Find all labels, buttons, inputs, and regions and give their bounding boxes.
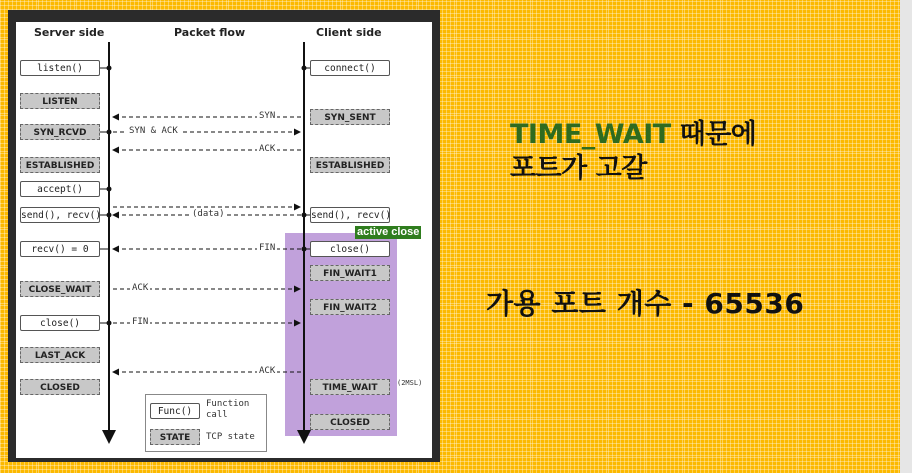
client-state-fin-wait1: FIN_WAIT1 [310,265,390,281]
legend-state-text: TCP state [206,432,255,442]
headline-line-1-rest: 때문에 [670,119,757,150]
legend [145,394,267,452]
active-close-label: active close [357,226,420,238]
server-accept-call: accept() [20,181,100,197]
tcp-state-diagram [16,22,432,458]
fin-label-2: FIN [132,317,149,327]
client-send-recv-call: send(), recv() [310,207,390,223]
client-state-established: ESTABLISHED [310,157,390,173]
ack-label-2: ACK [132,283,149,293]
available-ports-text: 가용 포트 개수 - 65536 [486,287,805,320]
server-state-established: ESTABLISHED [20,157,100,173]
legend-func-box: Func() [150,403,200,419]
fin-label-1: FIN [259,243,276,253]
headline-accent: TIME_WAIT [510,119,671,150]
syn-label: SYN [259,111,276,121]
client-close-call: close() [310,241,390,257]
two-msl-label: (2MSL) [397,379,423,387]
server-close-call: close() [20,315,100,331]
headline [510,118,756,186]
packet-flow-header: Packet flow [174,26,246,39]
right-edge-strip [900,0,912,473]
client-state-syn-sent: SYN_SENT [310,109,390,125]
server-state-last-ack: LAST_ACK [20,347,100,363]
legend-func-text: Function call [206,399,250,420]
client-state-closed: CLOSED [310,414,390,430]
ack-label-1: ACK [259,144,276,154]
syn-ack-label: SYN & ACK [129,126,178,136]
data-label: (data) [192,209,225,219]
server-send-recv-call: send(), recv() [20,207,100,223]
server-state-close-wait: CLOSE_WAIT [20,281,100,297]
server-state-listen: LISTEN [20,93,100,109]
client-connect-call: connect() [310,60,390,76]
server-state-closed: CLOSED [20,379,100,395]
server-recv-zero-call: recv() = 0 [20,241,100,257]
client-state-time-wait: TIME_WAIT [310,379,390,395]
legend-state-box: STATE [150,429,200,445]
server-state-syn-rcvd: SYN_RCVD [20,124,100,140]
headline-line-2: 포트가 고갈 [510,153,647,184]
server-side-header: Server side [34,26,105,39]
client-state-fin-wait2: FIN_WAIT2 [310,299,390,315]
headline-line-1 [510,118,756,152]
ack-label-3: ACK [259,366,276,376]
server-listen-call: listen() [20,60,100,76]
client-side-header: Client side [316,26,382,39]
